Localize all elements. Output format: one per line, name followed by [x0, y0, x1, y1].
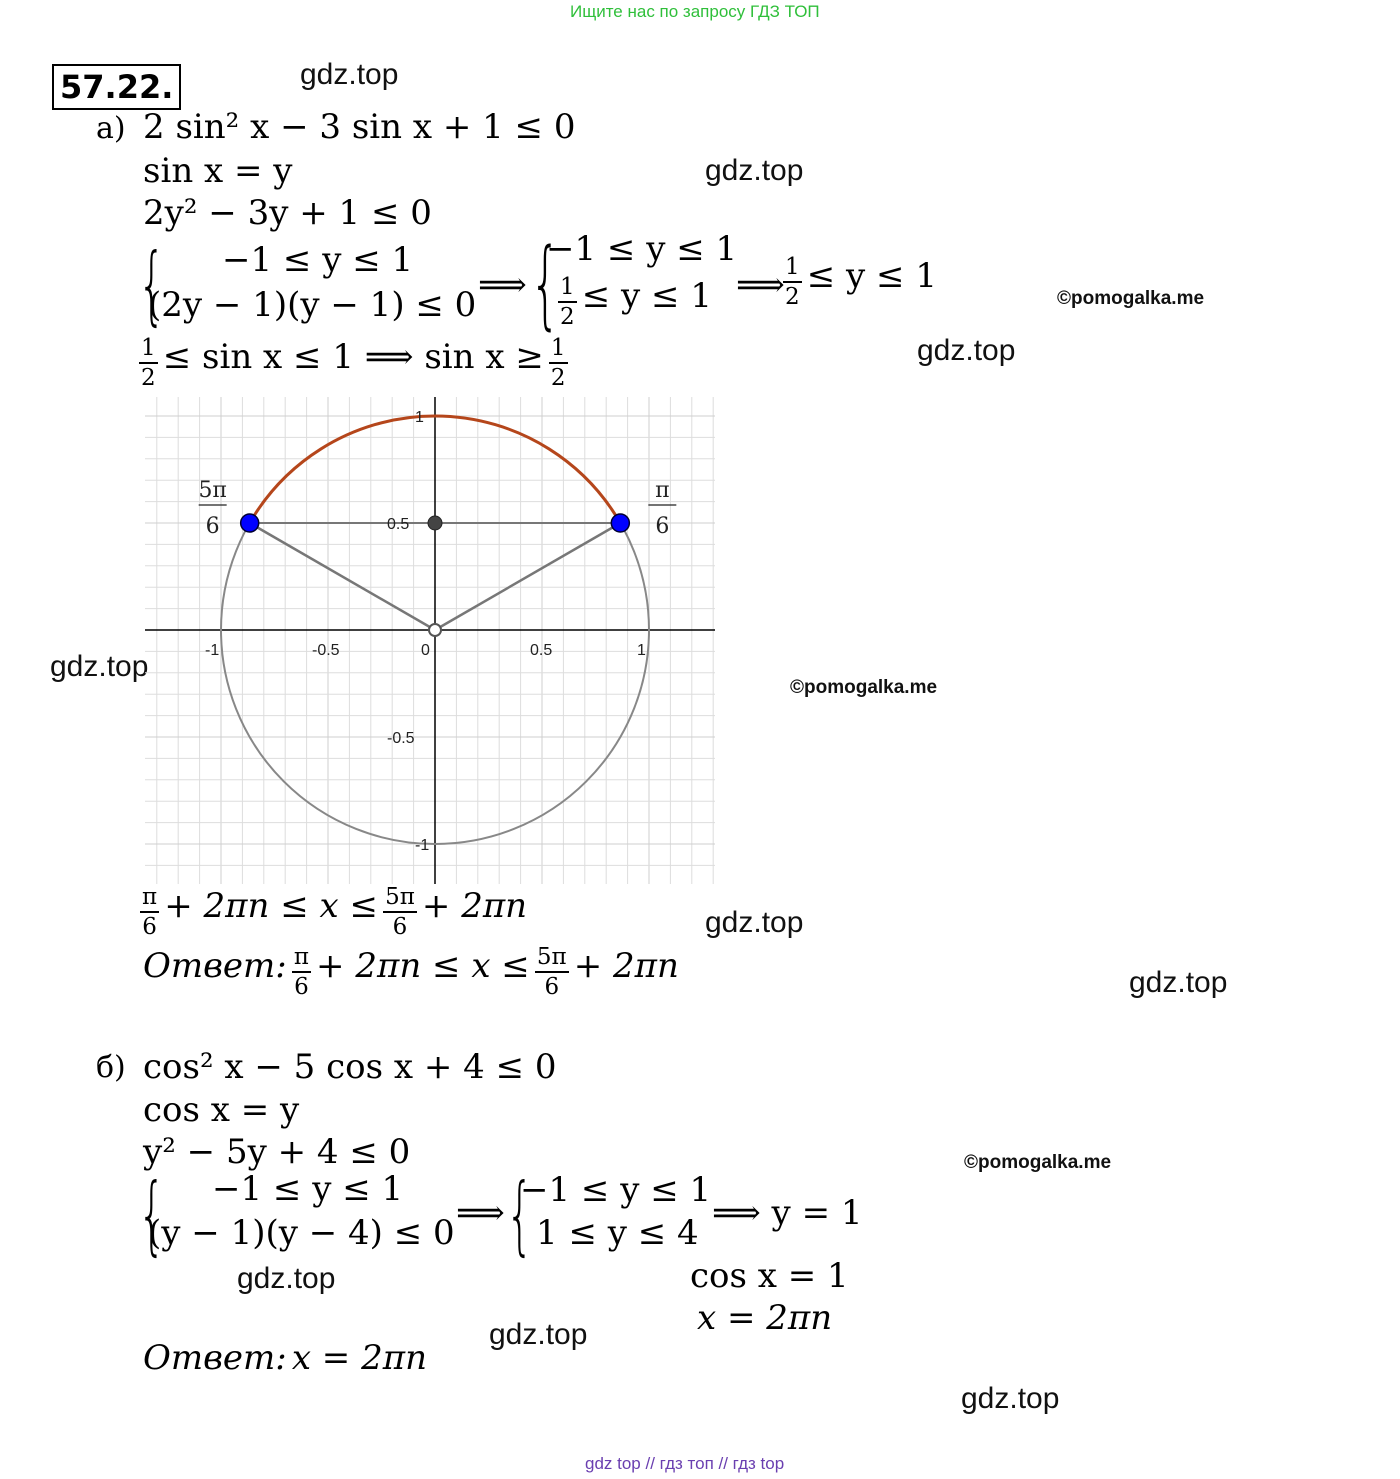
gdz-watermark: gdz.top	[489, 1318, 588, 1351]
implies-arrow: ⟹	[736, 265, 785, 305]
angle-point	[241, 514, 259, 532]
x-tick-label: 0.5	[530, 642, 553, 659]
y-tick-label: 0.5	[387, 516, 410, 533]
gdz-watermark: gdz.top	[705, 906, 804, 939]
part-a-answer: Ответ: $\frac{\pi}{6}$ + 2πn ≤ x ≤ $\frac{5\pi}{6}$ + 2πn	[143, 944, 679, 1000]
system-brace: {	[138, 1165, 166, 1265]
gdz-watermark: gdz.top	[50, 650, 149, 683]
gdz-watermark: gdz.top	[917, 334, 1016, 367]
chart-axes	[145, 397, 715, 884]
x-tick-label: -1	[205, 642, 220, 659]
system-row: (y − 1)(y − 4) ≤ 0	[148, 1213, 455, 1253]
radius-line	[435, 523, 620, 630]
angle-label-numerator: π	[655, 478, 670, 503]
gdz-watermark: gdz.top	[1129, 966, 1228, 999]
part-a-inequality: 2 sin² x − 3 sin x + 1 ≤ 0	[143, 107, 576, 147]
part-a-quadratic: 2y² − 3y + 1 ≤ 0	[143, 193, 432, 233]
cosine-solution: x = 2πn	[697, 1298, 833, 1338]
angle-label-numerator: 5π	[198, 478, 227, 503]
part-b-label: б)	[96, 1050, 126, 1085]
angle-label-denominator: 6	[655, 514, 670, 539]
y-tick-label: -0.5	[387, 730, 415, 747]
implies-arrow: ⟹	[478, 265, 527, 305]
system-row: −1 ≤ y ≤ 1	[212, 1169, 404, 1209]
system-brace: {	[506, 1165, 534, 1265]
part-b-inequality: cos² x − 5 cos x + 4 ≤ 0	[143, 1047, 557, 1087]
angle-label-denominator: 6	[205, 514, 220, 539]
pomogalka-watermark: ©pomogalka.me	[964, 1152, 1112, 1173]
part-b-answer: Ответ: x = 2πn	[143, 1338, 427, 1378]
system-row: −1 ≤ y ≤ 1	[222, 240, 414, 280]
system-row: −1 ≤ y ≤ 1	[520, 1170, 712, 1210]
gdz-watermark: gdz.top	[237, 1262, 336, 1295]
gdz-watermark: gdz.top	[961, 1382, 1060, 1415]
result: ⟹ y = 1	[712, 1193, 863, 1233]
y-tick-label: 1	[415, 409, 424, 426]
part-a-substitution: sin x = y	[143, 151, 293, 191]
part-a-solution: $\frac{\pi}{6}$ + 2πn ≤ x ≤ $\frac{5\pi}{6}$ + 2πn	[142, 884, 528, 940]
footer-links[interactable]: gdz top // гдз топ // гдз top	[585, 1454, 785, 1473]
unit-circle-chart	[140, 392, 720, 886]
x-tick-label: 1	[637, 642, 646, 659]
origin-point	[429, 624, 441, 636]
gdz-watermark: gdz.top	[705, 154, 804, 187]
part-a-label: а)	[96, 111, 126, 146]
angle-point	[611, 514, 629, 532]
sine-inequality: $\frac{1}{2}$ ≤ sin x ≤ 1 ⟹ sin x ≥ $\frac{1}{2}$	[141, 335, 566, 391]
implies-arrow: ⟹	[456, 1193, 505, 1233]
pomogalka-watermark: ©pomogalka.me	[790, 677, 938, 698]
radius-line	[250, 523, 435, 630]
system-row: (2y − 1)(y − 1) ≤ 0	[148, 285, 477, 325]
part-b-substitution: cos x = y	[143, 1090, 300, 1130]
system-row: −1 ≤ y ≤ 1	[546, 229, 738, 269]
gdz-watermark: gdz.top	[300, 58, 399, 91]
system-brace: {	[138, 235, 166, 335]
chart-grid	[145, 397, 715, 884]
cosine-equation: cos x = 1	[690, 1256, 849, 1296]
midpoint	[428, 516, 442, 530]
x-tick-label: 0	[421, 642, 430, 659]
part-b-quadratic: y² − 5y + 4 ≤ 0	[143, 1132, 411, 1172]
y-tick-label: -1	[415, 837, 430, 854]
reduced-inequality: $\frac{1}{2}$ ≤ y ≤ 1	[785, 254, 937, 310]
problem-number: 57.22.	[52, 64, 181, 110]
system-row: 1 ≤ y ≤ 4	[536, 1213, 699, 1253]
system-brace: {	[530, 228, 561, 340]
system-row: $\frac{1}{2}$ ≤ y ≤ 1	[560, 274, 712, 330]
search-banner: Ищите нас по запросу ГДЗ ТОП	[570, 2, 820, 21]
x-tick-label: -0.5	[312, 642, 340, 659]
pomogalka-watermark: ©pomogalka.me	[1057, 288, 1205, 309]
